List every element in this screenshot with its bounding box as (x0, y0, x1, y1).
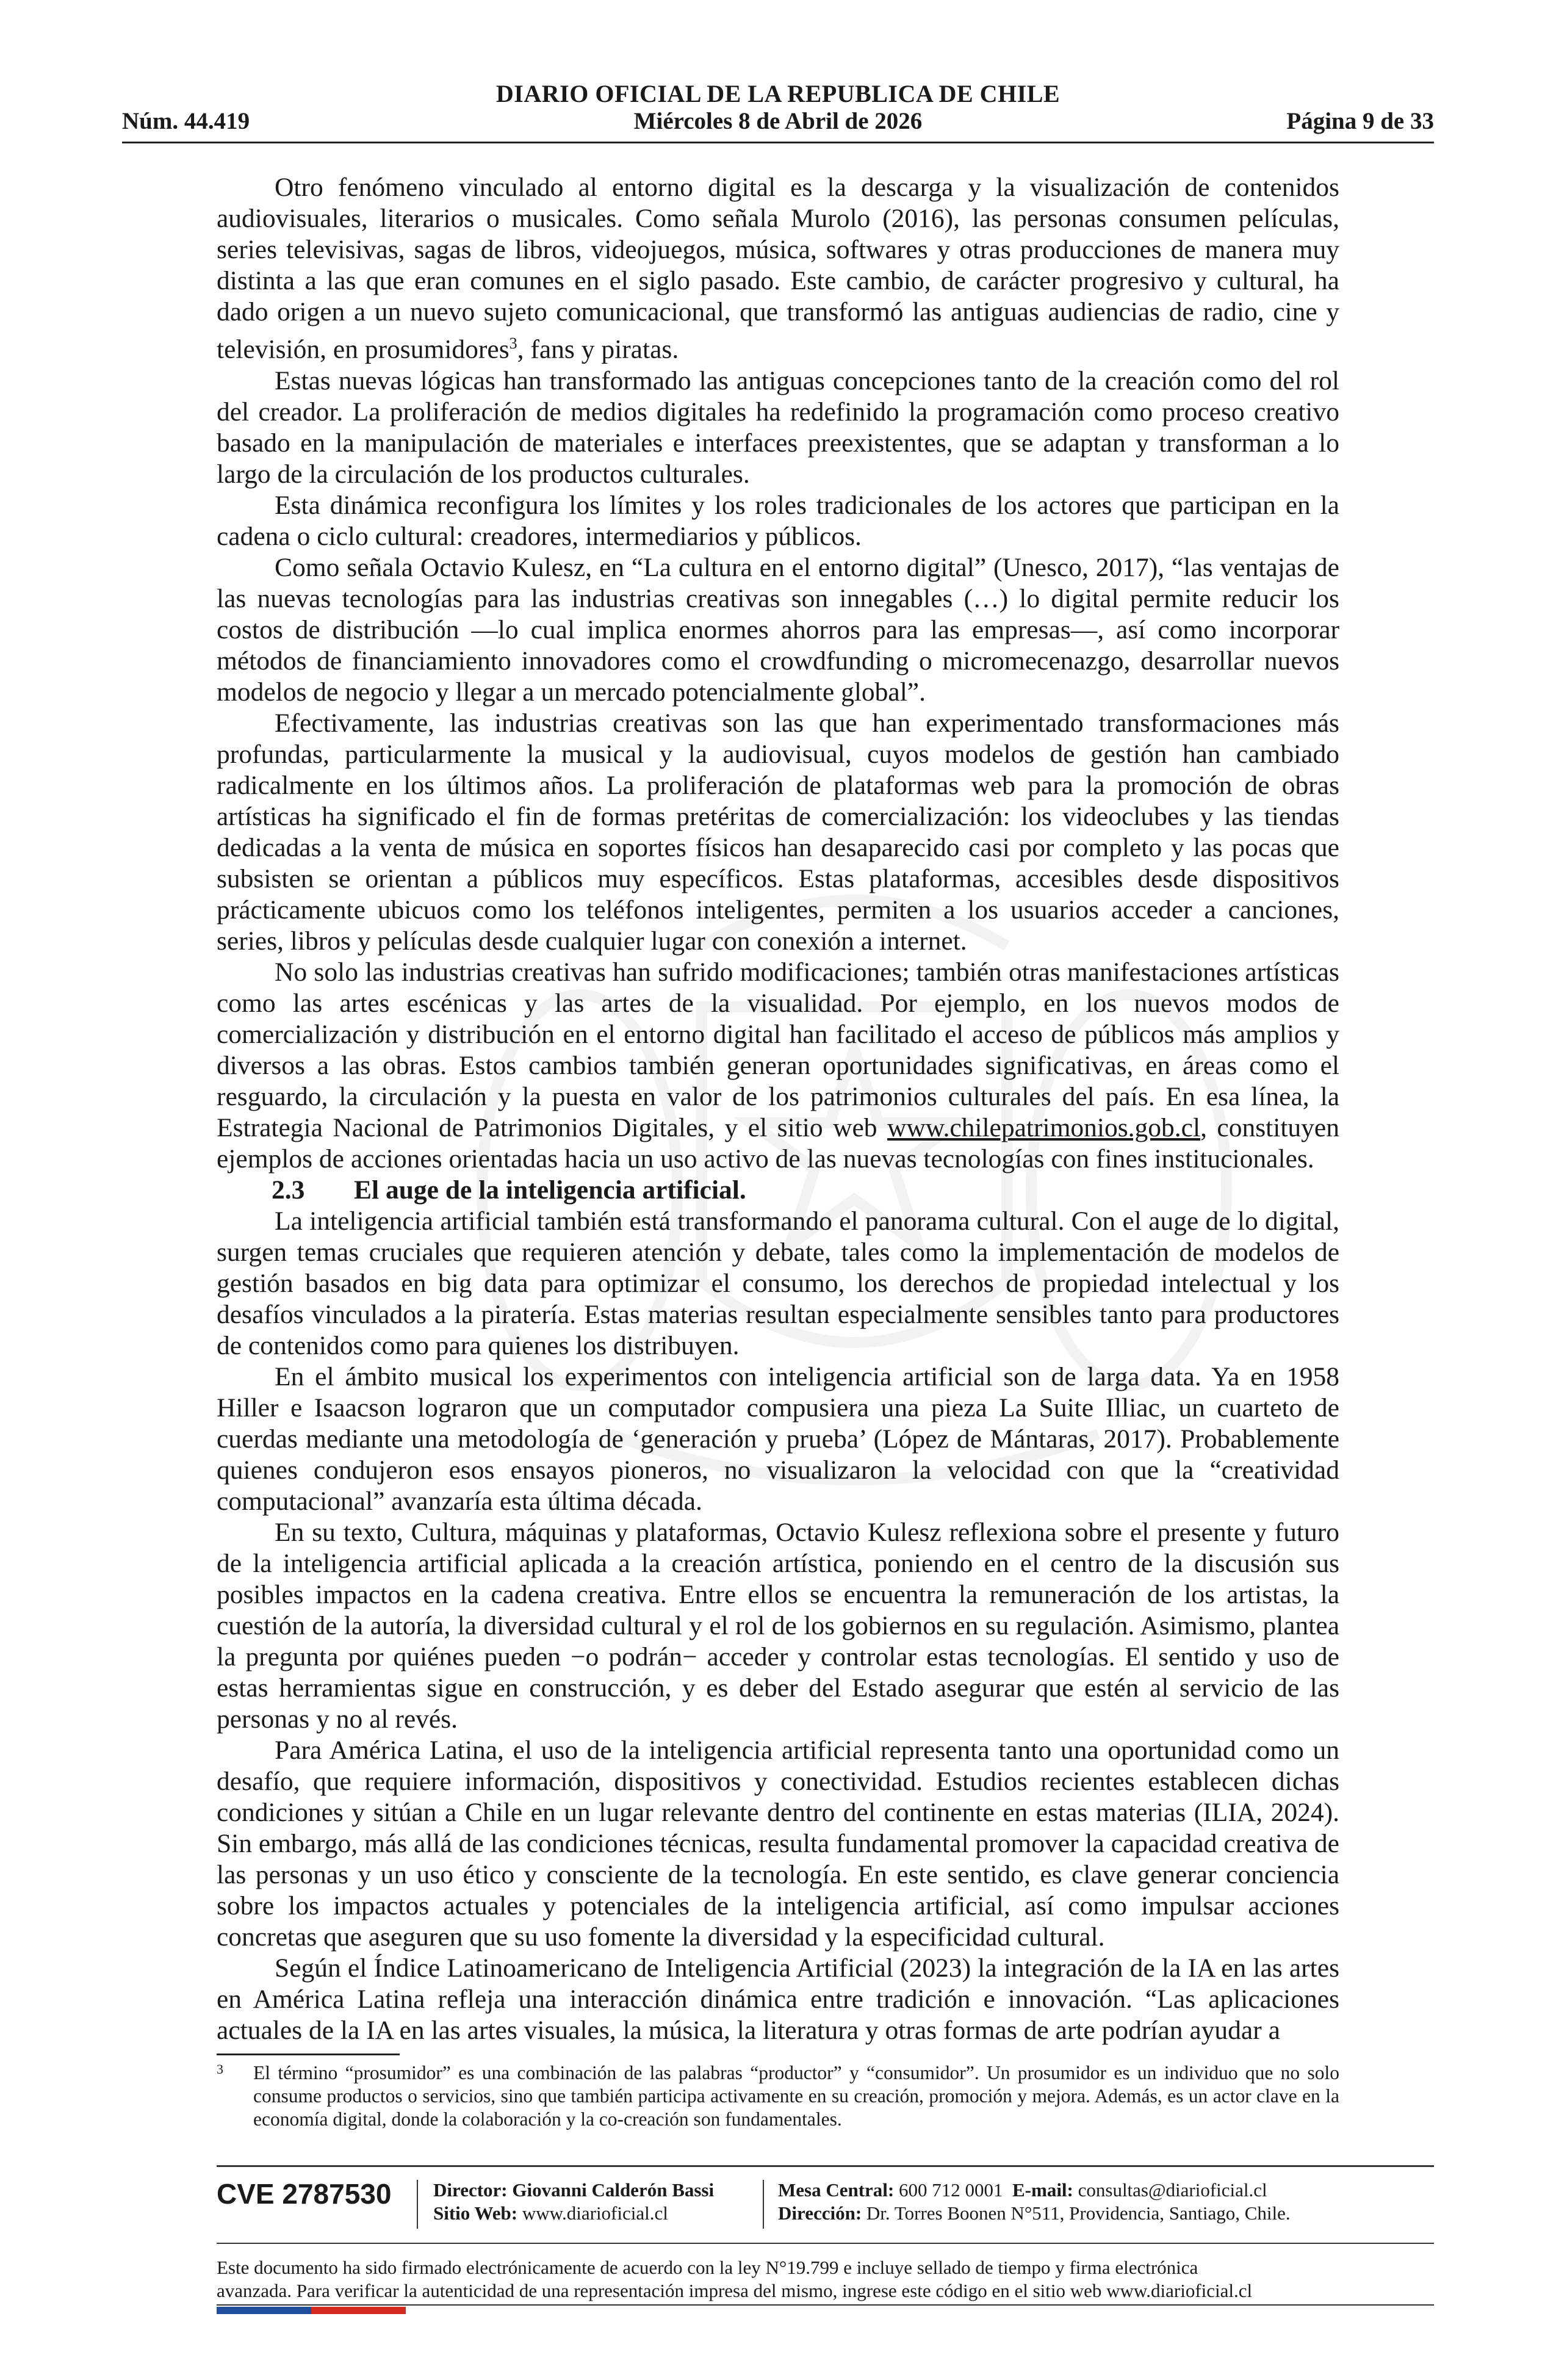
section-number: 2.3 (272, 1175, 305, 1205)
article-body (217, 172, 1339, 2046)
page-header (122, 73, 1434, 140)
footnote-text: El término “prosumidor” es una combinación de las palabras “productor” y “consumidor”. Un prosumidor es un individuo que no solo consume productos o servicios, sino que también participa activamente en su creación, promoción y mejora. Además, es un actor clave en la economía digital, donde la colaboración y la co-creación son fundamentales. (253, 2062, 1339, 2130)
footer-separator (417, 2180, 418, 2229)
cve-code: CVE 2787530 (217, 2178, 392, 2210)
footnote-ref[interactable]: 3 (509, 334, 517, 352)
director-block: Director: Giovanni Calderón Bassi Sitio Web: www.diarioficial.cl (433, 2179, 715, 2224)
website-link[interactable]: www.diarioficial.cl (522, 2202, 668, 2224)
paragraph: Para América Latina, el uso de la inteligencia artificial representa tanto una oportunidad como un desafío, que requiere información, dispositivos y conectividad. Estudios recientes establecen dichas condiciones y sitúan a Chile en un lugar relevante dentro del continente en estas materias (ILIA, 2024). Sin embargo, más allá de las condiciones técnicas, resulta fundamental promover la capacidad creativa de las personas y un uso ético y consciente de la tecnología. En este sentido, es clave generar conciencia sobre los impactos actuales y potenciales de la inteligencia artificial, así como impulsar acciones concretas que aseguren que su uso fomente la diversidad y la especificidad cultural. (217, 1735, 1339, 1952)
paragraph: Estas nuevas lógicas han transformado las antiguas concepciones tanto de la creación como del rol del creador. La proliferación de medios digitales ha redefinido la programación como proceso creativo basado en la manipulación de materiales e interfaces preexistentes, que se adaptan y transforman a lo largo de la circulación de los productos culturales. (217, 366, 1339, 489)
paragraph: En el ámbito musical los experimentos con inteligencia artificial son de larga data. Ya en 1958 Hiller e Isaacson lograron que un computador compusiera una pieza La Suite Illiac, un cuarteto de cuerdas mediante una metodología de ‘generación y prueba’ (López de Mántaras, 2017). Probablemente quienes condujeron esos ensayos pioneros, no visualizaron la velocidad con que la “creatividad computacional” avanzaría esta última década. (217, 1361, 1339, 1516)
paragraph: Esta dinámica reconfigura los límites y los roles tradicionales de los actores que participan en la cadena o ciclo cultural: creadores, intermediarios y públicos. (217, 490, 1339, 551)
director-name: Giovanni Calderón Bassi (512, 2179, 715, 2201)
paragraph: En su texto, Cultura, máquinas y plataformas, Octavio Kulesz reflexiona sobre el presente y futuro de la inteligencia artificial aplicada a la creación artística, poniendo en el centro de la discusión sus posibles impactos en la cadena creativa. Entre ellos se encuentra la remuneración de los artistas, la cuestión de la autoría, la diversidad cultural y el rol de los gobiernos en su regulación. Asimismo, plantea la pregunta por quiénes pueden −o podrán− acceder y controlar estas tecnologías. El sentido y uso de estas herramientas sigue en construcción, y es deber del Estado asegurar que estén al servicio de las personas y no al revés. (217, 1517, 1339, 1734)
section-title: El auge de la inteligencia artificial. (354, 1175, 746, 1205)
newspaper-title: DIARIO OFICIAL DE LA REPUBLICA DE CHILE (495, 80, 1061, 107)
paragraph: Como señala Octavio Kulesz, en “La cultura en el entorno digital” (Unesco, 2017), “las ventajas de las nuevas tecnologías para las industrias creativas son innegables (…) lo digital permite reducir los costos de distribución —lo cual implica enormes ahorros para las empresas—, así como incorporar métodos de financiamiento innovadores como el crowdfunding o micromecenazgo, desarrollar nuevos modelos de negocio y llegar a un mercado potencialmente global”. (217, 552, 1339, 707)
paragraph: Otro fenómeno vinculado al entorno digital es la descarga y la visualización de contenidos audiovisuales, literarios o musicales. Como señala Murolo (2016), las personas consumen películas, series televisivas, sagas de libros, videojuegos, música, softwares y otras producciones de manera muy distinta a las que eran comunes en el siglo pasado. Este cambio, de carácter progresivo y cultural, ha dado origen a un nuevo sujeto comunicacional, que transformó las antiguas audiencias de radio, cine y televisión, en prosumidores$^3$, fans y piratas. (217, 173, 1339, 364)
paragraph: Según el Índice Latinoamericano de Inteligencia Artificial (2023) la integración de la IA en las artes en América Latina refleja una interacción dinámica entre tradición e innovación. “Las aplicaciones actuales de la IA en las artes visuales, la música, la literatura y otras formas de arte podrían ayudar a (217, 1953, 1339, 2045)
page-number: Página 9 de 33 (1286, 108, 1434, 134)
paragraph: La inteligencia artificial también está transformando el panorama cultural. Con el auge de lo digital, surgen temas cruciales que requieren atención y debate, tales como la implementación de modelos de gestión basados en big data para optimizar el consumo, los derechos de propiedad intelectual y los desafíos vinculados a la piratería. Estas materias resultan especialmente sensibles tanto para productores de contenidos como para quienes los distribuyen. (217, 1206, 1339, 1360)
issue-date: Miércoles 8 de Abril de 2026 (633, 108, 923, 134)
phone: 600 712 0001 (899, 2179, 1003, 2201)
footnote (217, 2061, 1339, 2131)
legal-notice: Este documento ha sido firmado electrónicamente de acuerdo con la ley N°19.799 e incluye sellado de tiempo y firma electrónica avanzada. Para verificar la autenticidad de una representación impresa del mismo, ingrese este código en el sitio web www.diarioficial.cl (217, 2257, 1253, 2301)
footnote-mark: 3 (217, 2061, 223, 2077)
address: Dr. Torres Boonen N°511, Providencia, Santiago, Chile. (866, 2202, 1291, 2224)
section-heading (217, 1175, 1339, 1206)
footnote-divider (217, 2054, 400, 2055)
footer-divider-top (217, 2165, 1434, 2167)
flag-stripe (217, 2307, 406, 2314)
footer-divider-middle (217, 2243, 1434, 2244)
patrimonios-link[interactable]: www.chilepatrimonios.gob.cl (887, 1112, 1201, 1142)
footer-separator (763, 2180, 764, 2229)
header-divider (122, 142, 1434, 143)
email-link[interactable]: consultas@diarioficial.cl (1078, 2179, 1267, 2201)
flag-red-segment (311, 2307, 406, 2314)
paragraph: Efectivamente, las industrias creativas son las que han experimentado transformaciones más profundas, particularmente la musical y la audiovisual, cuyos modelos de gestión han cambiado radicalmente en los últimos años. La proliferación de plataformas web para la promoción de obras artísticas ha significado el fin de formas pretéritas de comercialización: los videoclubes y las tiendas dedicadas a la venta de música en soportes físicos han desaparecido casi por completo y las pocas que subsisten se orientan a públicos muy específicos. Estas plataformas, accesibles desde dispositivos prácticamente ubicuos como los teléfonos inteligentes, permiten a los usuarios acceder a canciones, series, libros y películas desde cualquier lugar con conexión a internet. (217, 708, 1339, 956)
paragraph: No solo las industrias creativas han sufrido modificaciones; también otras manifestaciones artísticas como las artes escénicas y las artes de la visualidad. Por ejemplo, en los nuevos modos de comercialización y distribución en el entorno digital han facilitado el acceso de públicos más amplios y diversos a las obras. Estos cambios también generan oportunidades significativas, en áreas como el resguardo, la circulación y la puesta en valor de los patrimonios culturales del país. En esa línea, la Estrategia Nacional de Patrimonios Digitales, y el sitio web www.chilepatrimonios.gob.cl, constituyen ejemplos de acciones orientadas hacia un uso activo de las nuevas tecnologías con fines institucionales. (217, 957, 1339, 1174)
flag-blue-segment (217, 2307, 311, 2314)
footer-divider-bottom (217, 2304, 1434, 2306)
contact-block: Mesa Central: 600 712 0001 E-mail: consultas@diarioficial.cl Dirección: Dr. Torres Boonen N°511, Providencia, Santiago, Chile. (778, 2179, 1291, 2224)
issue-number: Núm. 44.419 (122, 108, 250, 134)
